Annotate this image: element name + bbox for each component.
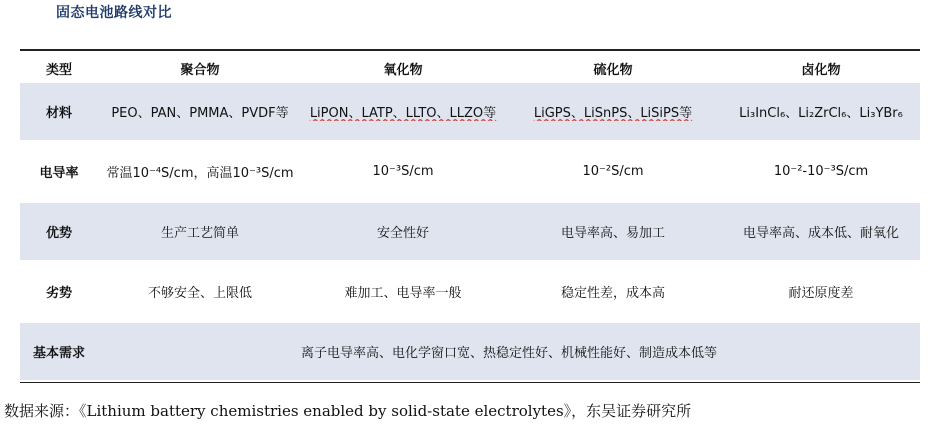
table-header-row [20,53,920,83]
disadvantages-halide: 耐还原度差 [788,286,854,301]
table-row-advantages [20,203,920,260]
conductivity-polymer: 常温10⁻⁴S/cm，高温10⁻³S/cm [106,166,294,181]
conductivity-sulfide: 10⁻²S/cm [582,164,644,179]
bottom-divider [20,382,920,383]
header-polymer: 聚合物 [180,62,220,78]
header-type: 类型 [45,62,72,78]
material-oxide: LiPON、LATP、LLTO、LLZO等 [309,106,497,121]
row-label-conductivity: 电导率 [39,166,79,181]
row-label-advantages: 优势 [45,226,72,241]
material-halide: Li₃InCl₆、Li₂ZrCl₆、Li₃YBr₆ [739,106,903,121]
comparison-table [20,53,920,380]
disadvantages-polymer: 不够安全、上限低 [147,286,252,301]
row-label-disadvantages: 劣势 [45,286,72,301]
material-sulfide: LiGPS、LiSnPS、LiSiPS等 [533,106,693,121]
header-oxide: 氧化物 [383,62,423,78]
advantages-sulfide: 电导率高、易加工 [560,226,665,241]
disadvantages-oxide: 难加工、电导率一般 [344,286,462,301]
row-label-material: 材料 [45,106,72,121]
conductivity-oxide: 10⁻³S/cm [372,164,434,179]
material-polymer: PEO、PAN、PMMA、PVDF等 [111,106,289,121]
advantages-oxide: 安全性好 [376,226,429,241]
page-title: 固态电池路线对比 [56,5,172,21]
table-row-basic-requirements [20,323,920,380]
basic-requirements-text: 离子电导率高、电化学窗口宽、热稳定性好、机械性能好、制造成本低等 [300,346,717,361]
table-row-conductivity [20,143,920,200]
header-halide: 卤化物 [801,62,841,78]
advantages-halide: 电导率高、成本低、耐氧化 [742,226,899,241]
table-row-material [20,83,920,140]
row-label-basic-requirements: 基本需求 [32,346,85,361]
table-row-disadvantages [20,263,920,320]
header-sulfide: 硫化物 [593,62,633,78]
advantages-polymer: 生产工艺简单 [160,226,239,241]
disadvantages-sulfide: 稳定性差，成本高 [560,286,665,301]
source-note: 数据来源：《Lithium battery chemistries enabled by solid-state electrolytes》，东吴证券研究所 [4,402,692,420]
conductivity-halide: 10⁻²-10⁻³S/cm [773,164,869,179]
top-divider [20,49,920,51]
